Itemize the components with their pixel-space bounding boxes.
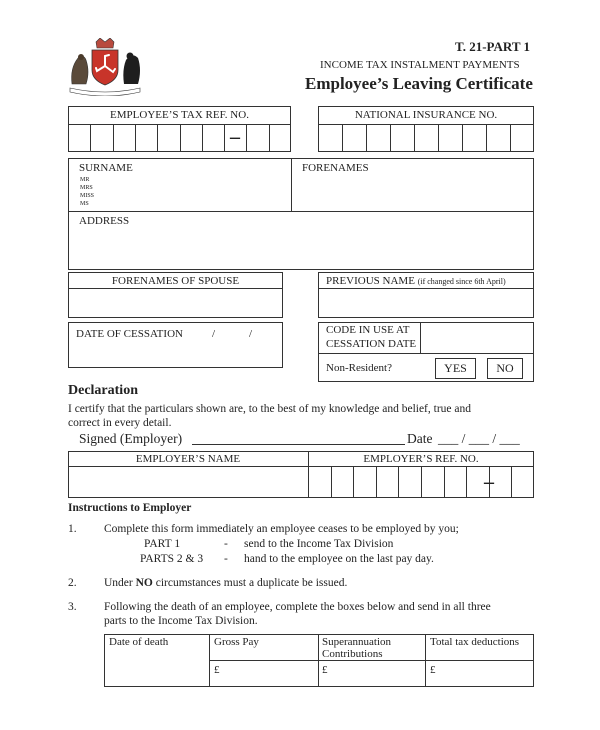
code-field[interactable] — [422, 324, 532, 352]
address-field[interactable] — [70, 229, 532, 268]
part-1-label: PART 1 — [144, 538, 181, 550]
part-1-text: send to the Income Tax Division — [244, 538, 394, 550]
cell-divider — [511, 466, 512, 498]
cell-divider — [421, 466, 422, 498]
date-label: Date — [407, 431, 433, 446]
declaration-line-1: I certify that the particulars shown are, to the best of my knowledge and belief, true and — [68, 403, 471, 415]
item-1-text: Complete this form immediately an employee ceases to be employed by you; — [104, 523, 459, 535]
yes-button[interactable]: YES — [435, 358, 476, 379]
cessation-date-field[interactable] — [190, 326, 280, 342]
part-23-dash: - — [224, 553, 228, 565]
cell-divider — [246, 124, 247, 152]
item-3-number: 3. — [68, 601, 77, 613]
non-resident-label: Non-Resident? — [326, 362, 392, 374]
cell-divider — [353, 466, 354, 498]
form-subtitle: INCOME TAX INSTALMENT PAYMENTS — [320, 59, 520, 71]
cell-divider — [398, 466, 399, 498]
cell-divider — [366, 124, 367, 152]
declaration-line-2: correct in every detail. — [68, 417, 172, 429]
part-23-label: PARTS 2 & 3 — [140, 553, 204, 565]
cell-divider — [486, 124, 487, 152]
declaration-heading: Declaration — [68, 383, 138, 398]
cell-divider — [180, 124, 181, 152]
cessation-slash-2: / — [249, 328, 253, 340]
employer-name-field[interactable] — [70, 468, 306, 496]
date-of-death-field[interactable] — [106, 652, 207, 685]
item-2-text: Under NO circumstances must a duplicate be issued. — [104, 577, 348, 589]
signed-label: Signed (Employer) — [79, 431, 183, 446]
forenames-label: FORENAMES — [302, 162, 369, 174]
previous-name-label: PREVIOUS NAME (if changed since 6th April) — [326, 275, 506, 287]
page-title: Employee’s Leaving Certificate — [305, 74, 533, 93]
item-3-line-1: Following the death of an employee, complete the boxes below and send in all three — [104, 601, 491, 613]
cell-divider — [390, 124, 391, 152]
cell-divider — [444, 466, 445, 498]
no-button[interactable]: NO — [487, 358, 523, 379]
header-total-tax: Total tax deductions — [430, 636, 520, 648]
cell-divider — [510, 124, 511, 152]
title-miss[interactable]: MISS — [80, 193, 95, 199]
cell-divider — [269, 124, 270, 152]
instructions-heading: Instructions to Employer — [68, 502, 192, 514]
title-mr[interactable]: MR — [80, 177, 90, 183]
cell-divider — [202, 124, 203, 152]
cessation-slash-1: / — [212, 328, 216, 340]
employer-name-label: EMPLOYER’S NAME — [135, 453, 241, 465]
total-tax-currency[interactable]: £ — [430, 664, 436, 676]
part-1-dash: - — [224, 538, 228, 550]
cell-divider — [135, 124, 136, 152]
cell-divider — [90, 124, 91, 152]
code-label-2: CESSATION DATE — [326, 338, 417, 350]
employer-ref-label: EMPLOYER’S REF. NO. — [363, 453, 479, 465]
code-label-1: CODE IN USE AT — [326, 324, 410, 336]
signature-line[interactable] — [192, 444, 405, 445]
cell-divider — [466, 466, 467, 498]
cell-divider — [414, 124, 415, 152]
address-label: ADDRESS — [79, 215, 130, 227]
cell-divider — [113, 124, 114, 152]
title-mrs[interactable]: MRS — [80, 185, 93, 191]
coat-of-arms-icon — [66, 38, 144, 96]
spouse-label: FORENAMES OF SPOUSE — [111, 275, 240, 287]
item-1-number: 1. — [68, 523, 77, 535]
header-gross-pay: Gross Pay — [214, 636, 259, 648]
previous-name-field[interactable] — [320, 290, 532, 316]
tax-ref-dash: – — [230, 126, 240, 148]
part-23-text: hand to the employee on the last pay day. — [244, 553, 434, 565]
cell-divider — [224, 124, 225, 152]
spouse-field[interactable] — [70, 290, 281, 316]
cell-divider — [342, 124, 343, 152]
cell-divider — [331, 466, 332, 498]
surname-label: SURNAME — [79, 162, 133, 174]
header-superannuation: Superannuation — [322, 636, 392, 648]
employer-ref-dash: – — [484, 471, 494, 493]
forenames-field[interactable] — [294, 176, 532, 208]
item-2-number: 2. — [68, 577, 77, 589]
declaration-date-field[interactable]: ___ / ___ / ___ — [438, 431, 520, 446]
form-code: T. 21-PART 1 — [455, 39, 531, 54]
cell-divider — [462, 124, 463, 152]
nat-ins-label: NATIONAL INSURANCE NO. — [354, 109, 498, 121]
cessation-label: DATE OF CESSATION — [76, 328, 183, 340]
cell-divider — [157, 124, 158, 152]
header-date-of-death: Date of death — [109, 636, 169, 648]
gross-pay-currency[interactable]: £ — [214, 664, 220, 676]
tax-ref-label: EMPLOYEE’S TAX REF. NO. — [110, 109, 249, 121]
title-ms[interactable]: MS — [80, 201, 89, 207]
cell-divider — [438, 124, 439, 152]
cell-divider — [376, 466, 377, 498]
item-3-line-2: parts to the Income Tax Division. — [104, 615, 258, 627]
surname-field[interactable] — [100, 174, 288, 208]
superannuation-currency[interactable]: £ — [322, 664, 328, 676]
header-contributions: Contributions — [322, 648, 383, 660]
